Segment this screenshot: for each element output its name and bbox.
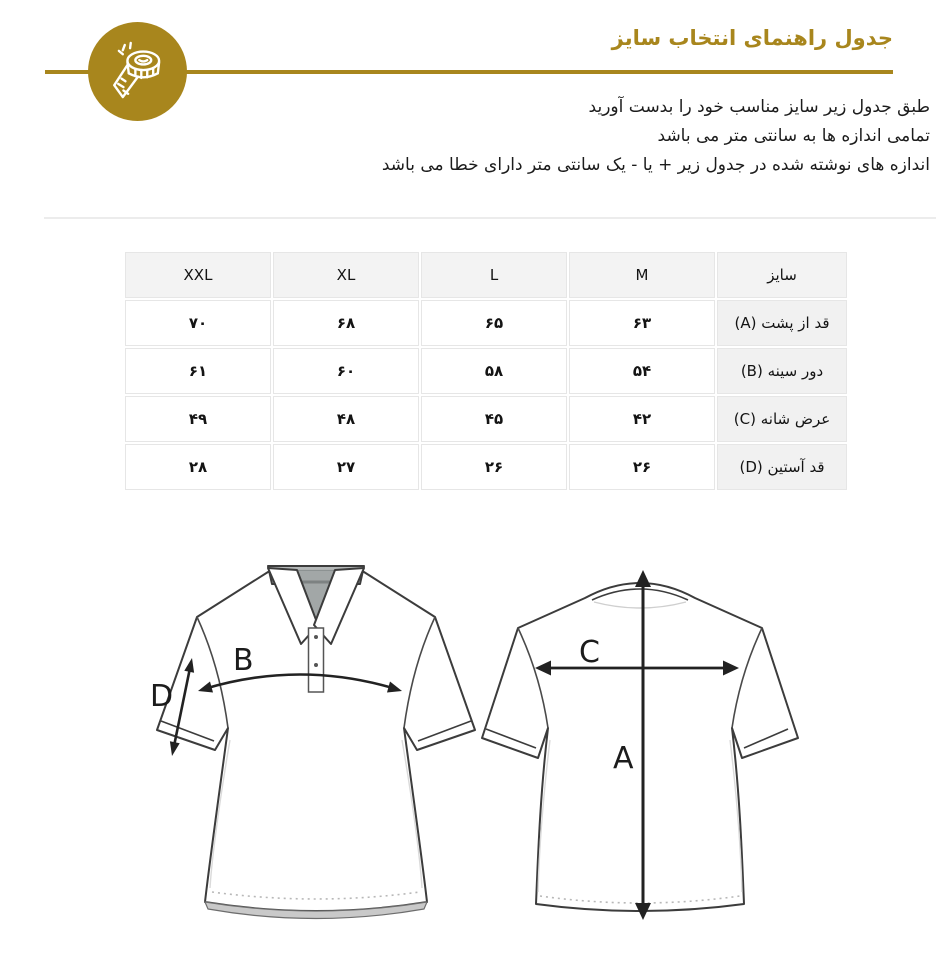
intro-line: تمامی اندازه ها به سانتی متر می باشد: [657, 126, 930, 146]
measuring-tape-icon: [105, 39, 171, 105]
size-cell: ۷۰: [125, 300, 271, 346]
size-cell: ۴۵: [421, 396, 567, 442]
table-row: [125, 444, 847, 490]
table-row: [125, 300, 847, 346]
label-c: C: [579, 635, 600, 670]
size-cell: ۶۰: [273, 348, 419, 394]
size-cell: ۶۸: [273, 300, 419, 346]
size-cell: ۲۷: [273, 444, 419, 490]
back-shirt-diagram: [472, 556, 802, 946]
size-row-label: عرض شانه (C): [717, 396, 847, 442]
size-col-header: سایز: [717, 252, 847, 298]
table-row: [125, 396, 847, 442]
size-row-label: قد آستین (D): [717, 444, 847, 490]
size-cell: ۴۸: [273, 396, 419, 442]
table-row: [125, 348, 847, 394]
label-d: D: [150, 679, 174, 714]
size-cell: ۶۳: [569, 300, 715, 346]
front-shirt-diagram: [148, 558, 484, 948]
table-header-row: [125, 252, 847, 298]
size-cell: ۶۱: [125, 348, 271, 394]
label-a: A: [613, 741, 634, 776]
size-cell: ۲۸: [125, 444, 271, 490]
size-table: [123, 250, 849, 492]
size-cell: ۶۵: [421, 300, 567, 346]
size-row-label: دور سینه (B): [717, 348, 847, 394]
size-col-header: XL: [273, 252, 419, 298]
size-col-header: L: [421, 252, 567, 298]
size-cell: ۵۸: [421, 348, 567, 394]
measuring-tape-badge: [88, 22, 187, 121]
intro-line: اندازه های نوشته شده در جدول زیر + یا - یک سانتی متر دارای خطا می باشد: [381, 155, 930, 175]
page-title: جدول راهنمای انتخاب سایز: [611, 26, 893, 50]
label-b: B: [233, 643, 254, 678]
intro-line: طبق جدول زیر سایز مناسب خود را بدست آورید: [588, 97, 930, 117]
size-cell: ۵۴: [569, 348, 715, 394]
size-cell: ۲۶: [569, 444, 715, 490]
size-col-header: M: [569, 252, 715, 298]
section-divider: [44, 217, 936, 219]
size-cell: ۴۲: [569, 396, 715, 442]
size-cell: ۲۶: [421, 444, 567, 490]
size-cell: ۴۹: [125, 396, 271, 442]
intro-text: [382, 93, 930, 180]
size-row-label: قد از پشت (A): [717, 300, 847, 346]
size-col-header: XXL: [125, 252, 271, 298]
